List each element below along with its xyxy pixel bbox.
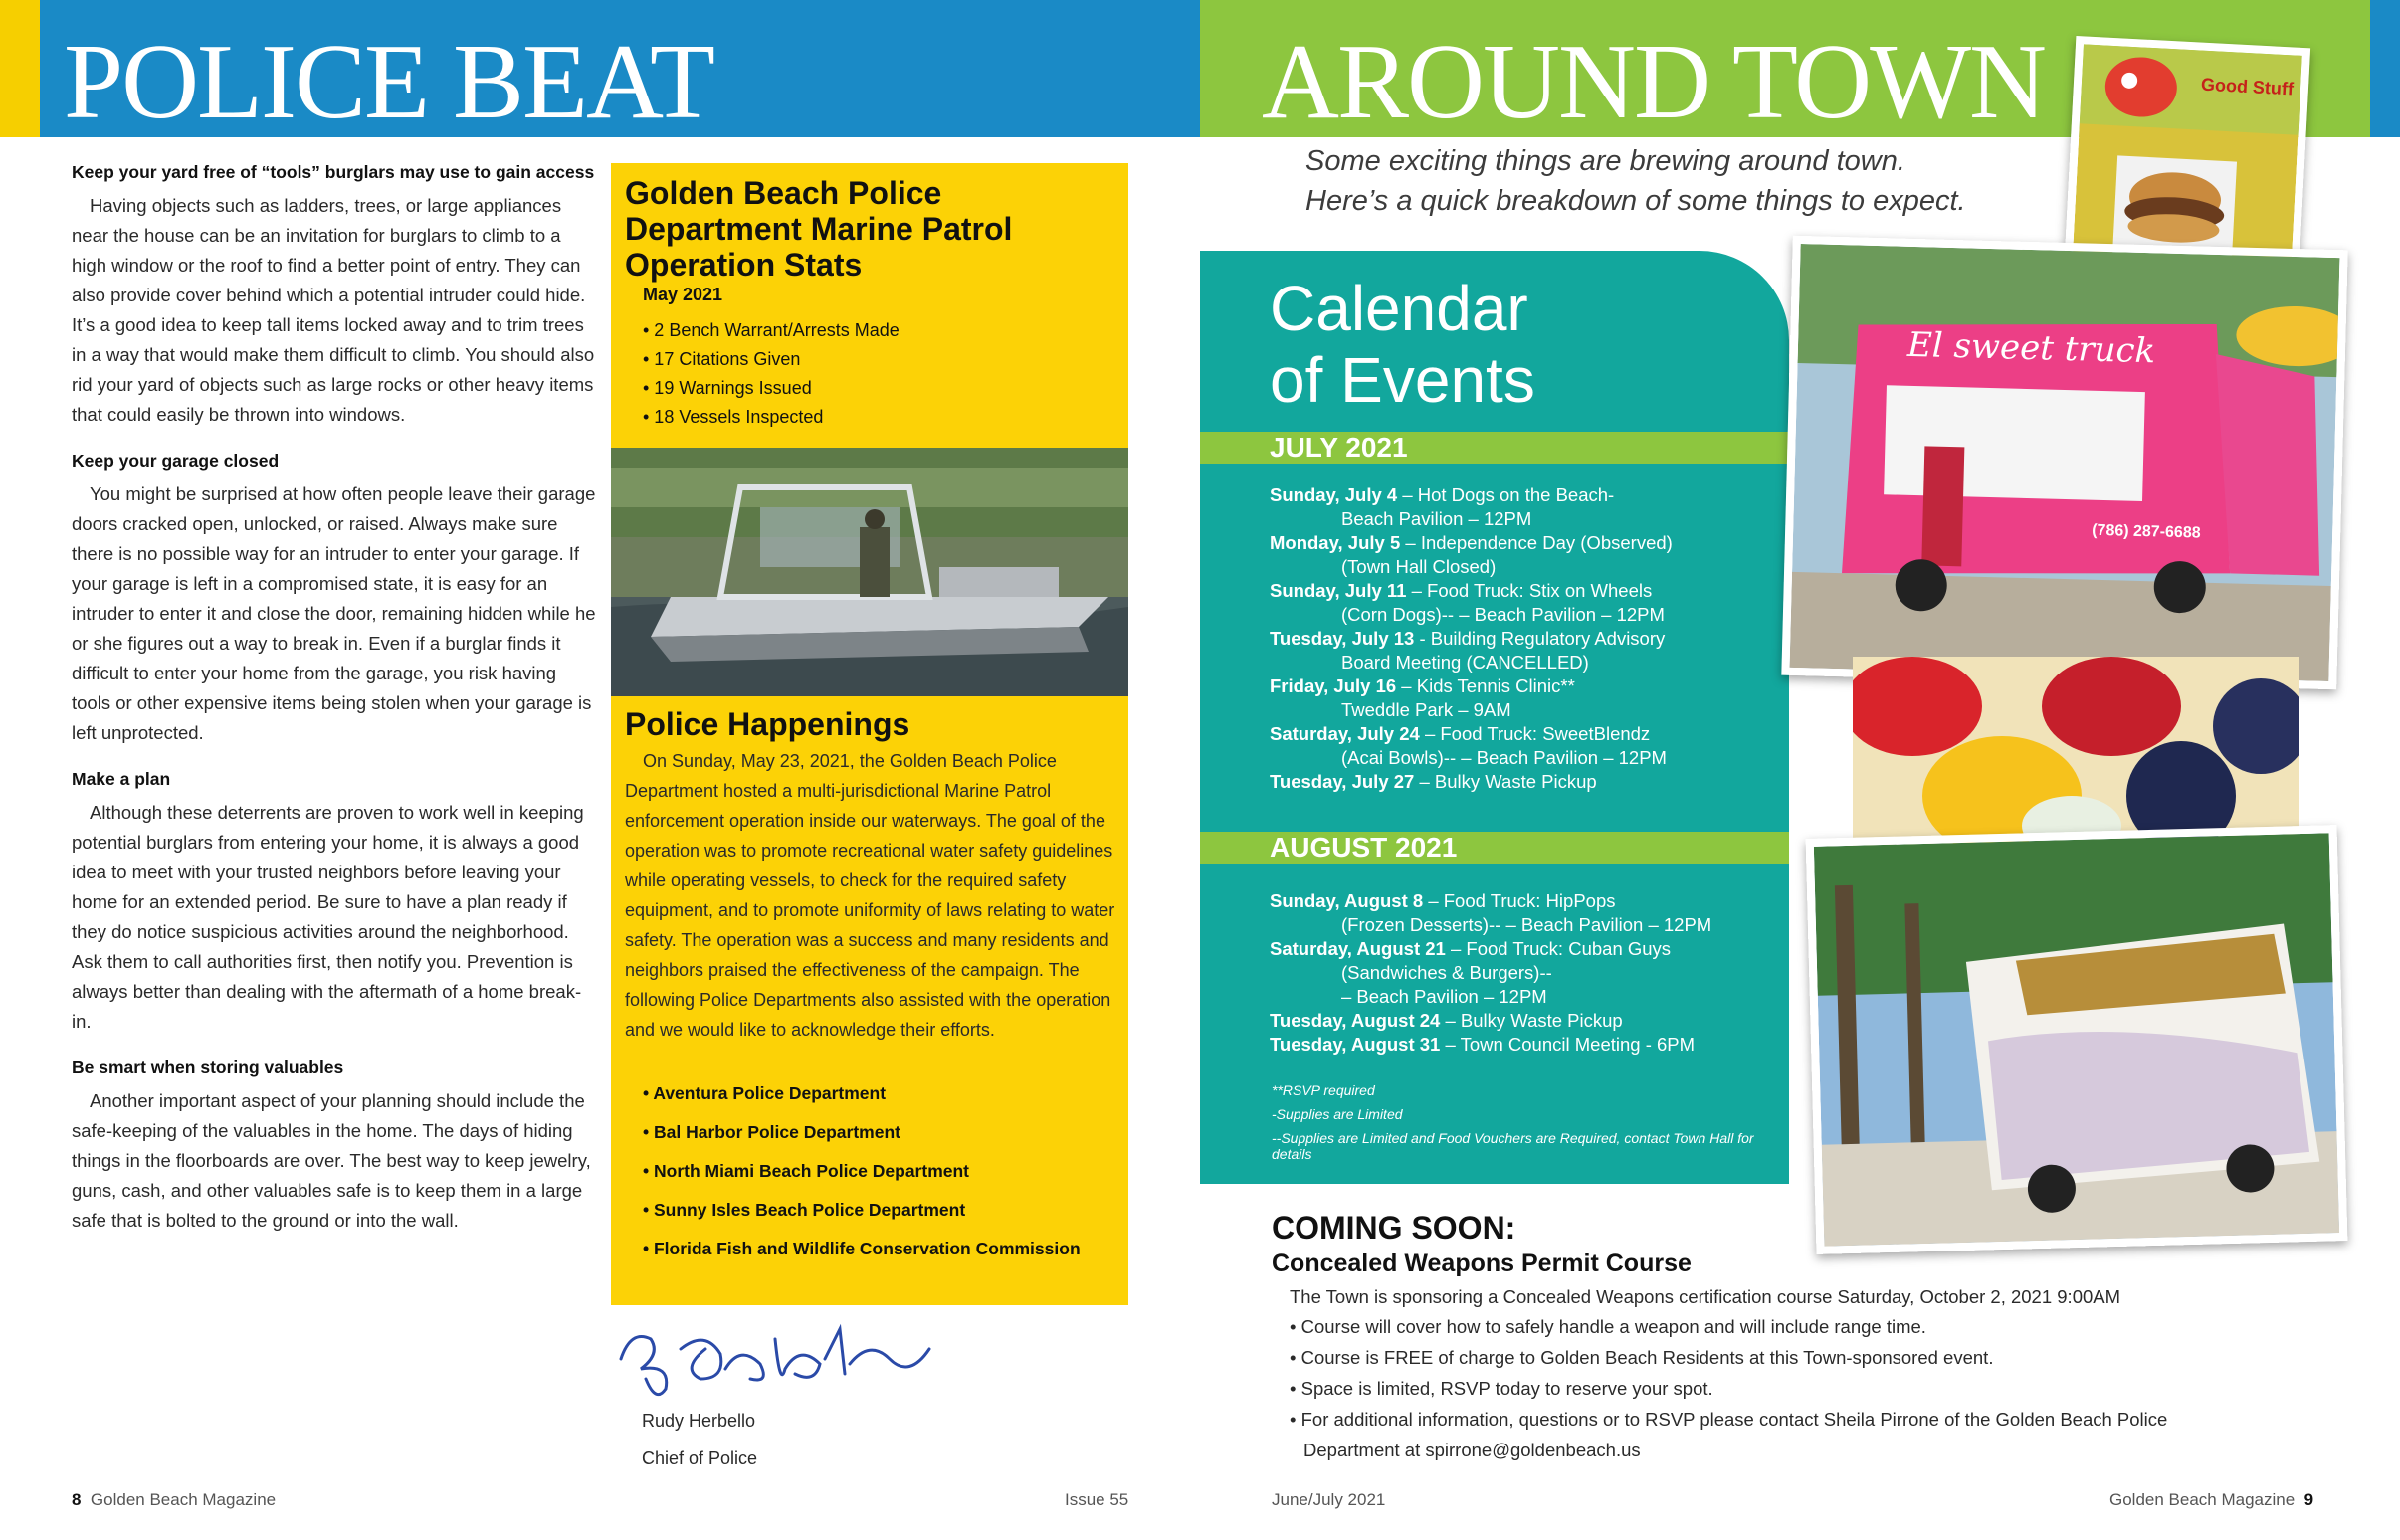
- marine-patrol-sidebar: [611, 163, 1128, 1305]
- event-continuation: (Corn Dogs)-- – Beach Pavilion – 12PM: [1341, 604, 1665, 625]
- signature-role: Chief of Police: [642, 1448, 758, 1468]
- event-date: Sunday, July 4: [1270, 484, 1398, 505]
- department-item: • Sunny Isles Beach Police Department: [643, 1200, 966, 1220]
- event-date: Sunday, July 11: [1270, 580, 1407, 601]
- happenings-body: On Sunday, May 23, 2021, the Golden Beach Police Department hosted a multi-jurisdictional Marine Patrol enforcement operation inside our waterways. The goal of the operation was to promote recreational water safety guidelines while operating vessels, to check for the required safety equipment, and to promote uniformity of laws relating to water safety. The operation was a success and many residents and neighbors praised the effectiveness of the campaign. The following Police Departments also assisted with the operation and we would like to acknowledge their efforts.: [625, 751, 1115, 1040]
- section-heading: Make a plan: [72, 769, 171, 789]
- coming-soon-item: • Space is limited, RSVP today to reserve your spot.: [1290, 1378, 1713, 1399]
- calendar-title-line: of Events: [1270, 344, 1535, 416]
- stat-item: • 19 Warnings Issued: [643, 378, 812, 398]
- event-continuation: (Acai Bowls)-- – Beach Pavilion – 12PM: [1341, 747, 1667, 768]
- section-body: You might be surprised at how often people leave their garage doors cracked open, unlocked, or raised. Always make sure there is no possible way for an intruder to enter your garage. If your garage is left in a compromised state, it is easy for an intruder to enter it and close the door, remaining hidden while he or she figures out a way to break in. Even if a burglar finds it difficult to enter your home from the garage, you risk having tools or other expensive items being stolen when your garage is left unprotected.: [72, 483, 596, 743]
- page-number: 9: [2303, 1490, 2314, 1509]
- event-text: – Bulky Waste Pickup: [1440, 1010, 1623, 1031]
- signature-name: Rudy Herbello: [642, 1411, 756, 1431]
- calendar-note: --Supplies are Limited and Food Vouchers are Required, contact Town Hall for details: [1272, 1130, 1754, 1162]
- footer-issue: Issue 55: [1065, 1490, 1129, 1509]
- around-town-intro: [1305, 141, 2062, 221]
- event-date: Monday, July 5: [1270, 532, 1401, 553]
- event-item: [1270, 1009, 1777, 1033]
- department-item: • North Miami Beach Police Department: [643, 1161, 970, 1181]
- event-date: Tuesday, August 24: [1270, 1010, 1441, 1031]
- marine-patrol-boat-photo: [611, 448, 1128, 696]
- department-item: • Aventura Police Department: [643, 1083, 887, 1103]
- event-item: [1270, 937, 1777, 1009]
- event-item: [1270, 889, 1777, 937]
- police-beat-article: [72, 157, 599, 1236]
- truck-phone-text: (786) 287-6688: [2092, 521, 2201, 542]
- header-accent-blue: [2370, 0, 2400, 137]
- event-item: [1270, 483, 1777, 531]
- event-date: Tuesday, August 31: [1270, 1034, 1441, 1055]
- sidebar-subtitle: May 2021: [643, 285, 723, 304]
- event-date: Tuesday, July 27: [1270, 771, 1415, 792]
- el-sweet-truck-photo: [1781, 236, 2347, 689]
- calendar-notes: [1272, 1082, 1769, 1170]
- stats-list: [643, 316, 900, 432]
- coming-soon-list: [1290, 1311, 2185, 1465]
- coming-soon-heading: COMING SOON:: [1272, 1210, 1516, 1246]
- event-item: [1270, 674, 1777, 722]
- event-text: – Food Truck: HipPops: [1423, 890, 1616, 911]
- coming-soon-body: The Town is sponsoring a Concealed Weapons certification course Saturday, October 2, 2021 9:00AM: [1290, 1286, 2121, 1307]
- event-continuation: Tweddle Park – 9AM: [1341, 699, 1511, 720]
- stat-item: • 17 Citations Given: [643, 349, 801, 369]
- event-continuation: (Frozen Desserts)-- – Beach Pavilion – 12PM: [1341, 914, 1712, 935]
- magazine-name: Golden Beach Magazine: [2109, 1490, 2296, 1509]
- event-date: Sunday, August 8: [1270, 890, 1424, 911]
- event-continuation: Board Meeting (CANCELLED): [1341, 652, 1589, 673]
- calendar-title: [1270, 273, 1535, 416]
- event-text: – Bulky Waste Pickup: [1414, 771, 1597, 792]
- department-item: • Bal Harbor Police Department: [643, 1122, 900, 1142]
- event-text: – Kids Tennis Clinic**: [1396, 675, 1575, 696]
- section-heading: Be smart when storing valuables: [72, 1058, 344, 1077]
- sidebar-title: Golden Beach Police Department Marine Patrol Operation Stats: [625, 175, 1013, 283]
- footer-right: [2109, 1490, 2313, 1510]
- event-date: Friday, July 16: [1270, 675, 1397, 696]
- month-label-august: AUGUST 2021: [1270, 832, 1458, 863]
- coming-soon-item: • Course is FREE of charge to Golden Beach Residents at this Town-sponsored event.: [1290, 1347, 1994, 1368]
- event-continuation: (Town Hall Closed): [1341, 556, 1497, 577]
- event-continuation: (Sandwiches & Burgers)--: [1341, 962, 1552, 983]
- event-item: [1270, 579, 1777, 627]
- calendar-note: **RSVP required: [1272, 1082, 1375, 1098]
- calendar-note: -Supplies are Limited: [1272, 1106, 1403, 1122]
- stat-item: • 18 Vessels Inspected: [643, 407, 824, 427]
- section-body: Another important aspect of your planning should include the safe-keeping of the valuables in the home. The days of hiding things in the floorboards are over. The best way to keep jewelry, guns, cash, and other valuables safe is to keep them in a large safe that is bolted to the ground or into the wall.: [72, 1090, 591, 1231]
- section-body: Having objects such as ladders, trees, or large appliances near the house can be an invitation for burglars to climb to a high window or the roof to find a better point of entry. They can also provide cover behind which a potential intruder could hide. It’s a good idea to keep tall items locked away and to trim trees in a way that would make them difficult to climb. You should also rid your yard of objects such as large rocks or other heavy items that could easily be thrown into windows.: [72, 195, 595, 425]
- event-continuation: Beach Pavilion – 12PM: [1341, 508, 1532, 529]
- page-number: 8: [72, 1490, 82, 1509]
- event-item: [1270, 531, 1777, 579]
- section-heading: Keep your garage closed: [72, 451, 280, 471]
- event-item: [1270, 770, 1777, 794]
- event-text: – Food Truck: Stix on Wheels: [1406, 580, 1653, 601]
- coming-soon-item: • For additional information, questions or to RSVP please contact Sheila Pirrone of the Golden Beach Police Department at spirrone@goldenbeach.us: [1290, 1409, 2168, 1460]
- magazine-name: Golden Beach Magazine: [90, 1490, 277, 1509]
- truck-sign-text: Good Stuff: [2200, 74, 2295, 99]
- intro-line: Some exciting things are brewing around town.: [1305, 145, 1905, 177]
- section-heading: Keep your yard free of “tools” burglars may use to gain access: [72, 162, 595, 182]
- intro-line: Here’s a quick breakdown of some things to expect.: [1305, 185, 1966, 217]
- event-text: – Food Truck: Cuban Guys: [1445, 938, 1672, 959]
- event-text: – Food Truck: SweetBlendz: [1419, 723, 1651, 744]
- august-events-list: [1270, 889, 1777, 1057]
- department-item: • Florida Fish and Wildlife Conservation Commission: [643, 1239, 1081, 1258]
- event-date: Saturday, August 21: [1270, 938, 1446, 959]
- coming-soon-item: • Course will cover how to safely handle a weapon and will include range time.: [1290, 1316, 1926, 1337]
- cuban-guys-truck-photo: [1806, 825, 2348, 1254]
- event-text: – Hot Dogs on the Beach-: [1397, 484, 1615, 505]
- truck-sign-text: El sweet truck: [1906, 324, 2156, 372]
- july-events-list: [1270, 483, 1777, 794]
- header-accent-yellow: [0, 0, 40, 137]
- event-continuation: – Beach Pavilion – 12PM: [1341, 986, 1547, 1007]
- coming-soon-subheading: Concealed Weapons Permit Course: [1272, 1250, 1692, 1277]
- footer-left: [72, 1490, 276, 1510]
- departments-list: [639, 1080, 1116, 1274]
- event-item: [1270, 722, 1777, 770]
- calendar-title-line: Calendar: [1270, 273, 1528, 344]
- event-text: - Building Regulatory Advisory: [1414, 628, 1666, 649]
- month-label-july: JULY 2021: [1270, 432, 1408, 463]
- happenings-title: Police Happenings: [625, 706, 910, 742]
- calendar-of-events: [1200, 251, 1789, 1184]
- stat-item: • 2 Bench Warrant/Arrests Made: [643, 320, 900, 340]
- event-item: [1270, 1033, 1777, 1057]
- event-item: [1270, 627, 1777, 674]
- footer-date: June/July 2021: [1272, 1490, 1386, 1509]
- event-text: – Independence Day (Observed): [1400, 532, 1673, 553]
- event-date: Tuesday, July 13: [1270, 628, 1415, 649]
- event-date: Saturday, July 24: [1270, 723, 1420, 744]
- page-title-around-town: AROUND TOWN: [1262, 23, 2045, 141]
- section-body: Although these deterrents are proven to work well in keeping potential burglars from entering your home, it is always a good idea to meet with your trusted neighbors before leaving your home for an extended period. Be sure to have a plan ready if they do notice suspicious activities around the neighborhood. Ask them to call authorities first, then notify you. Prevention is always better than dealing with the aftermath of a home break-in.: [72, 802, 584, 1032]
- event-text: – Town Council Meeting - 6PM: [1440, 1034, 1696, 1055]
- signature-image: [611, 1309, 949, 1409]
- page-title-police-beat: POLICE BEAT: [64, 23, 713, 141]
